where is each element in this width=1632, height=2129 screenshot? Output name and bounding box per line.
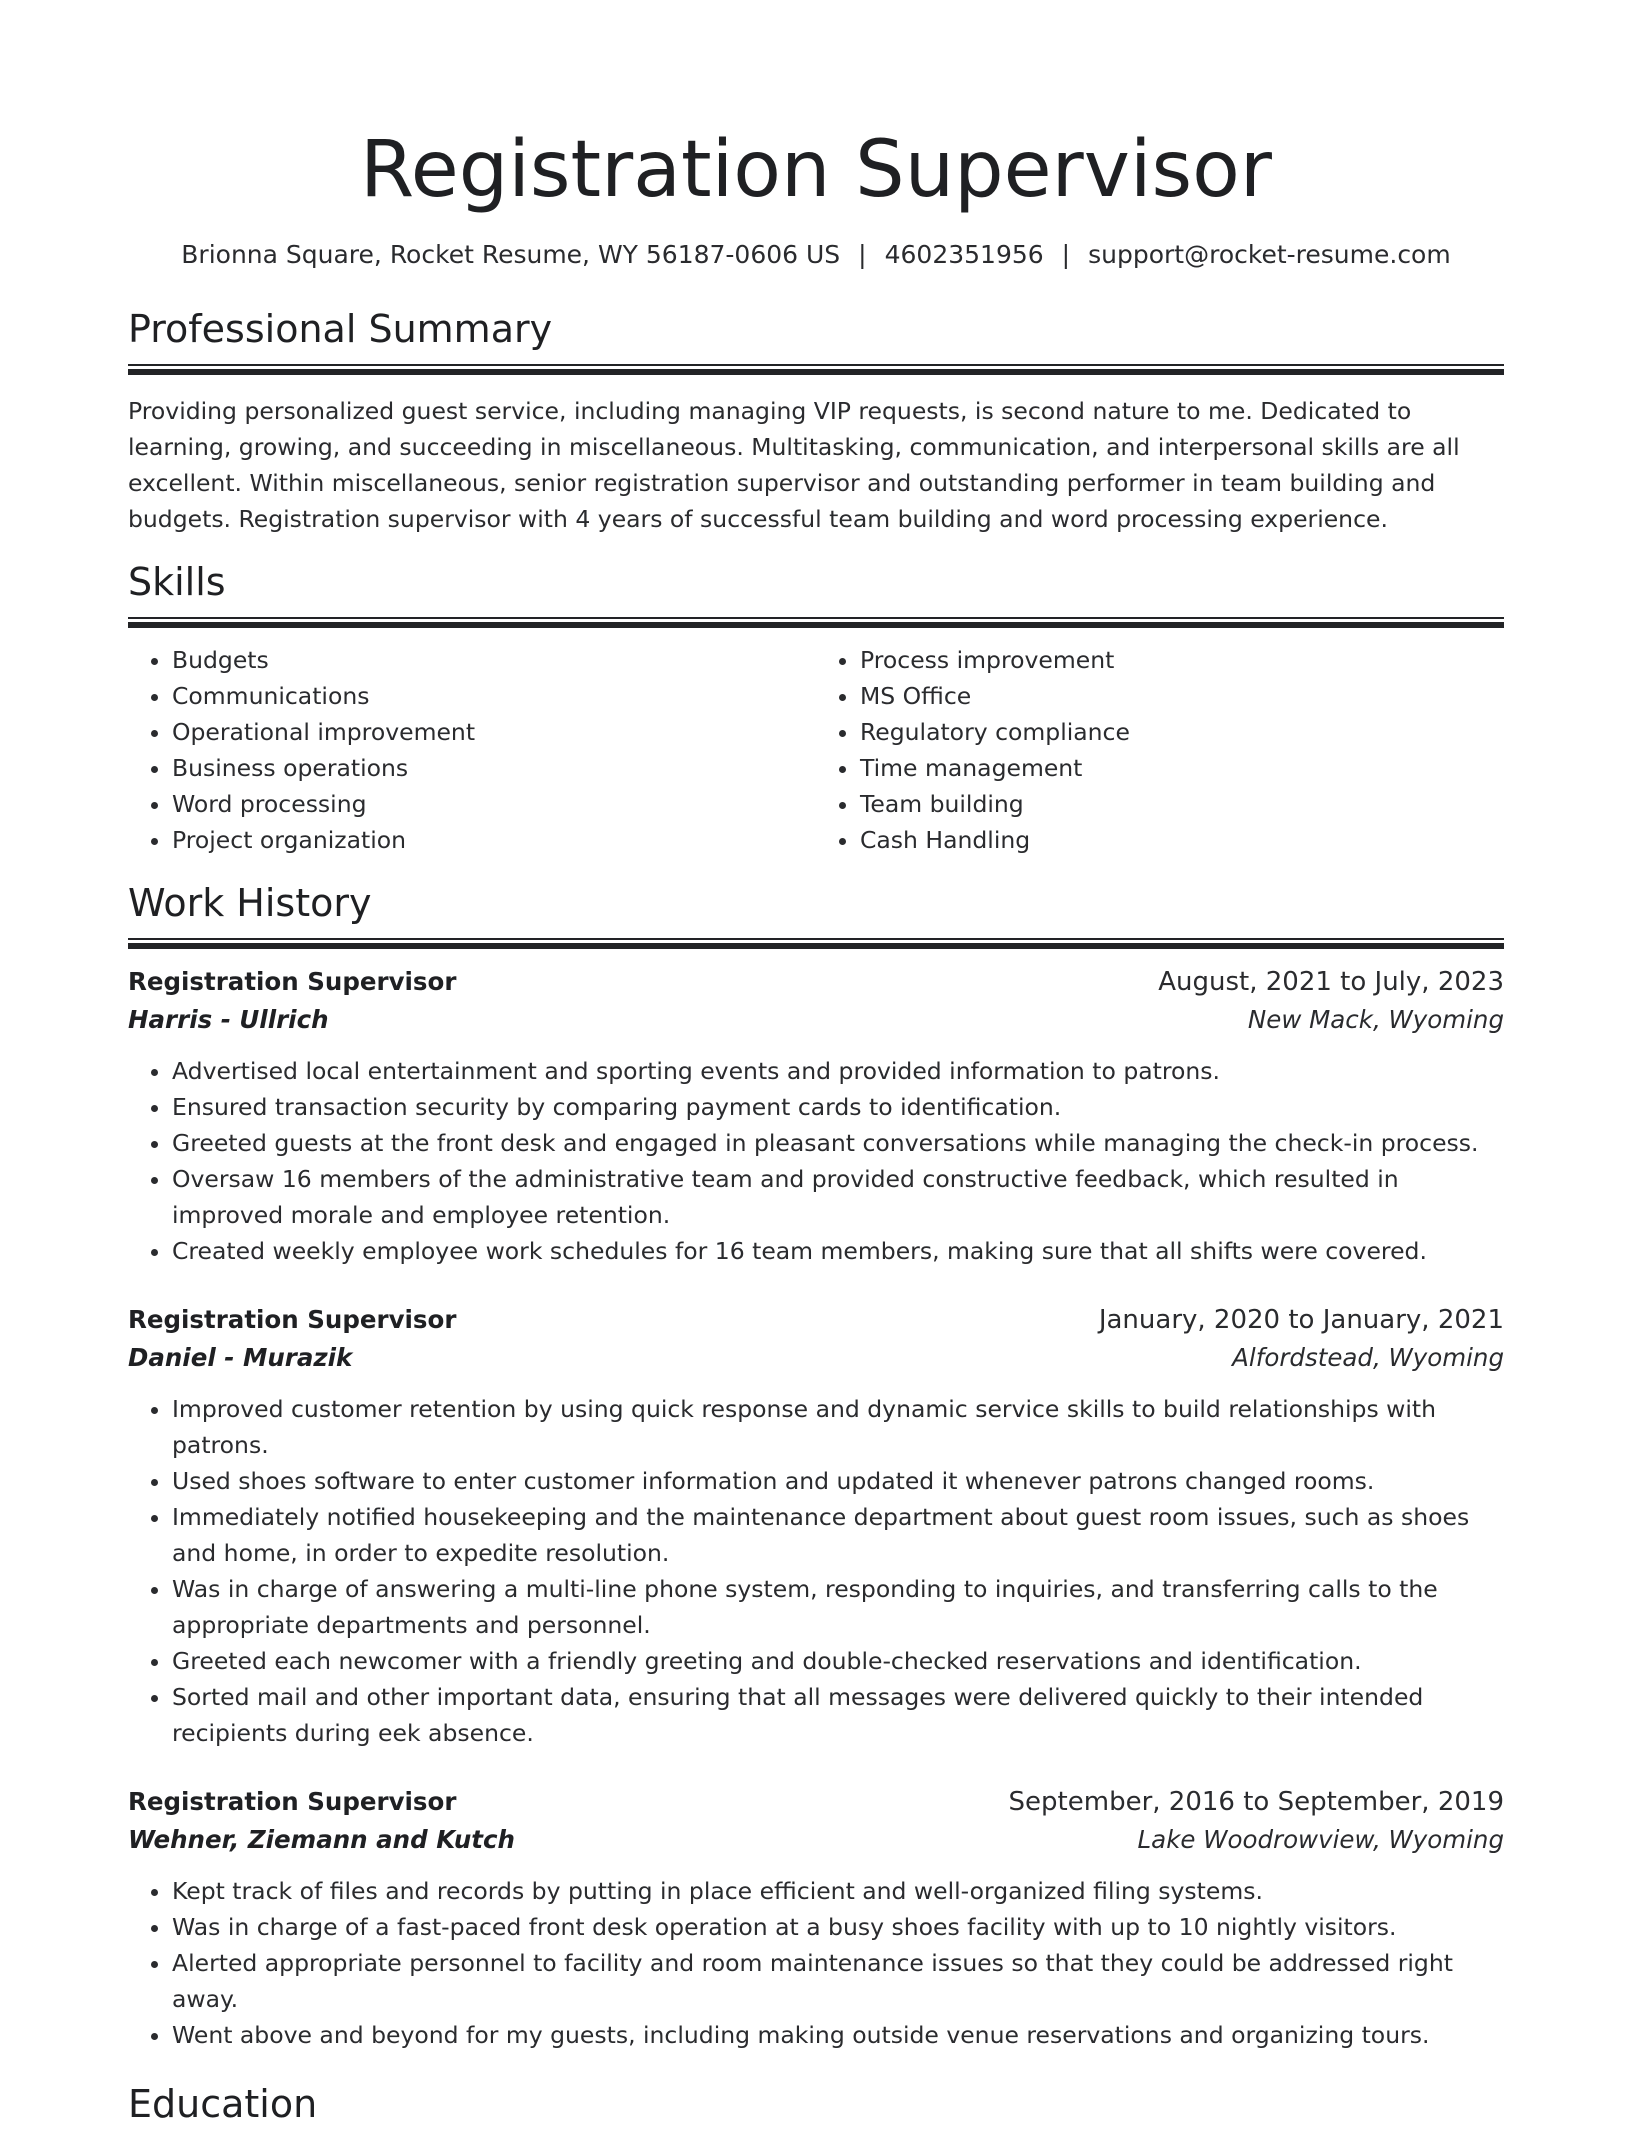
job-bullet: • Ensured transaction security by comparing payment cards to identification.	[172, 1089, 1504, 1125]
job-location: Lake Woodrowview, Wyoming	[1137, 1825, 1504, 1854]
skill-item: • Regulatory compliance	[860, 714, 1504, 750]
job-bullet: • Alerted appropriate personnel to facility and room maintenance issues so that they could be addressed right away.	[172, 1945, 1504, 2017]
job-entry	[128, 963, 1504, 1269]
work-history-section	[128, 878, 1504, 2053]
skill-item: • Budgets	[172, 642, 816, 678]
job-bullet: • Used shoes software to enter customer information and updated it whenever patrons changed rooms.	[172, 1463, 1504, 1499]
job-bullet: • Improved customer retention by using quick response and dynamic service skills to build relationships with patrons.	[172, 1391, 1504, 1463]
job-bullet: • Advertised local entertainment and sporting events and provided information to patrons.	[172, 1053, 1504, 1089]
job-bullet: • Created weekly employee work schedules for 16 team members, making sure that all shifts were covered.	[172, 1233, 1504, 1269]
job-title: Registration Supervisor	[128, 967, 457, 996]
skill-item: • Time management	[860, 750, 1504, 786]
job-bullet: • Greeted each newcomer with a friendly greeting and double-checked reservations and identification.	[172, 1643, 1504, 1679]
skills-list-right	[816, 642, 1504, 858]
job-location: Alfordstead, Wyoming	[1232, 1343, 1504, 1372]
job-bullet: • Sorted mail and other important data, ensuring that all messages were delivered quickly to their intended recipients during eek absence.	[172, 1679, 1504, 1751]
skill-item: • Process improvement	[860, 642, 1504, 678]
job-bullet: • Kept track of files and records by putting in place efficient and well-organized filing systems.	[172, 1873, 1504, 1909]
education-section	[128, 2079, 1504, 2129]
skill-item: • Word processing	[172, 786, 816, 822]
section-title-summary: Professional Summary	[128, 307, 553, 351]
skill-item: • Communications	[172, 678, 816, 714]
skill-item: • Business operations	[172, 750, 816, 786]
section-divider	[128, 938, 1504, 949]
skill-item: • Project organization	[172, 822, 816, 858]
section-title-work-history: Work History	[128, 881, 372, 925]
section-title-skills: Skills	[128, 560, 226, 604]
job-entry	[128, 1301, 1504, 1751]
summary-text: Providing personalized guest service, including managing VIP requests, is second nature to me. Dedicated to learning, growing, and succeeding in miscellaneous. Multitasking, communication, and interpersonal skills are all excellent. Within miscellaneous, senior registration supervisor and outstanding performer in team building and budgets. Registration supervisor with 4 years of successful team building and word processing experience.	[128, 397, 1460, 533]
contact-line	[128, 238, 1504, 272]
skills-list-left	[128, 642, 816, 858]
section-divider	[128, 364, 1504, 375]
section-divider	[128, 617, 1504, 628]
skills-columns	[128, 642, 1504, 858]
resume-page	[128, 0, 1504, 2129]
resume-name: Registration Supervisor	[360, 125, 1272, 215]
skill-item: • MS Office	[860, 678, 1504, 714]
section-title-education: Education	[128, 2082, 318, 2126]
job-bullets	[128, 1391, 1504, 1751]
job-location: New Mack, Wyoming	[1247, 1005, 1504, 1034]
job-entry	[128, 1783, 1504, 2053]
job-bullet: • Went above and beyond for my guests, including making outside venue reservations and organizing tours.	[172, 2017, 1504, 2053]
job-bullet: • Greeted guests at the front desk and engaged in pleasant conversations while managing the check-in process.	[172, 1125, 1504, 1161]
job-company: Daniel - Murazik	[128, 1343, 353, 1372]
skill-item: • Cash Handling	[860, 822, 1504, 858]
job-dates: September, 2016 to September, 2019	[1008, 1787, 1504, 1817]
job-bullets	[128, 1053, 1504, 1269]
job-title: Registration Supervisor	[128, 1787, 457, 1816]
job-bullet: • Was in charge of a fast-paced front desk operation at a busy shoes facility with up to 10 nightly visitors.	[172, 1909, 1504, 1945]
summary-section	[128, 304, 1504, 537]
contact-phone: 4602351956	[884, 240, 1044, 269]
contact-address: Brionna Square, Rocket Resume, WY 56187-0606 US	[181, 240, 841, 269]
job-title: Registration Supervisor	[128, 1305, 457, 1334]
job-company: Harris - Ullrich	[128, 1005, 329, 1034]
job-bullet: • Immediately notified housekeeping and the maintenance department about guest room issues, such as shoes and home, in order to expedite resolution.	[172, 1499, 1504, 1571]
contact-separator: |	[1061, 240, 1071, 269]
contact-separator: |	[858, 240, 867, 269]
job-company: Wehner, Ziemann and Kutch	[128, 1825, 515, 1854]
skill-item: • Team building	[860, 786, 1504, 822]
job-bullets	[128, 1873, 1504, 2053]
contact-email: support@rocket-resume.com	[1088, 240, 1451, 269]
skill-item: • Operational improvement	[172, 714, 816, 750]
skills-section	[128, 557, 1504, 858]
job-bullet: • Oversaw 16 members of the administrative team and provided constructive feedback, which resulted in improved morale and employee retention.	[172, 1161, 1504, 1233]
job-dates: January, 2020 to January, 2021	[1098, 1305, 1504, 1335]
job-dates: August, 2021 to July, 2023	[1158, 967, 1504, 997]
job-bullet: • Was in charge of answering a multi-line phone system, responding to inquiries, and transferring calls to the appropriate departments and personnel.	[172, 1571, 1504, 1643]
